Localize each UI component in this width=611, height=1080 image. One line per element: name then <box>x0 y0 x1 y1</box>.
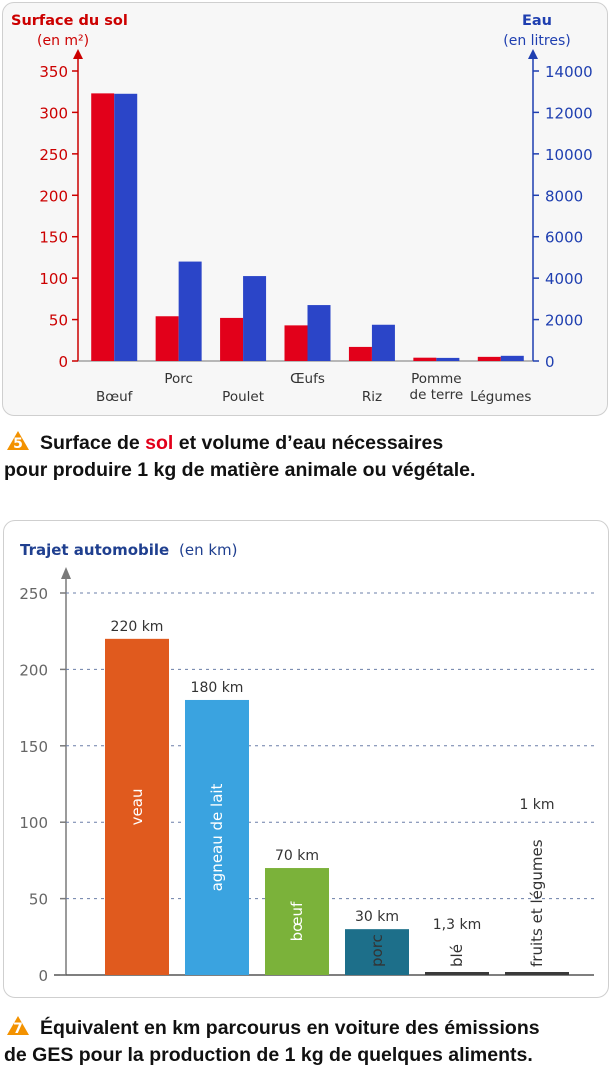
right-tick-label: 14000 <box>545 63 593 81</box>
right-tick-label: 8000 <box>545 187 584 206</box>
bar-surface <box>413 358 436 361</box>
category-label: bœuf <box>288 901 306 942</box>
caption-line1-part2: et volume d’eau nécessaires <box>173 432 444 454</box>
left-tick-label: 150 <box>39 228 68 247</box>
bar-water <box>372 325 395 361</box>
data-label: 1,3 km <box>432 917 482 933</box>
chart-panel-car-trip <box>3 520 609 998</box>
caption-line2: de GES pour la production de 1 kg de quelques aliments. <box>4 1044 533 1066</box>
bar-surface <box>220 318 243 361</box>
data-label: 30 km <box>354 909 400 926</box>
right-tick-label: 0 <box>545 353 555 371</box>
category-labels <box>96 371 531 405</box>
bar-surface <box>285 325 308 361</box>
left-axis-unit: (en m²) <box>37 33 90 49</box>
chart-panel-land-water <box>2 2 608 416</box>
right-tick-label: 10000 <box>545 145 593 164</box>
tick-label: 0 <box>38 967 48 985</box>
data-label: 180 km <box>190 679 244 696</box>
axis-title-unit: (en km) <box>179 541 238 559</box>
caption-highlight-word: sol <box>145 432 174 454</box>
bar-surface <box>349 347 372 361</box>
left-axis-title: Surface du sol <box>11 13 128 29</box>
tick-label: 150 <box>19 737 48 756</box>
category-label: Pomme <box>411 371 462 387</box>
figure-7-caption <box>4 1013 604 1069</box>
category-label: Poulet <box>222 389 264 405</box>
y-axis-ticks <box>19 585 66 985</box>
category-label: veau <box>128 788 146 826</box>
left-tick-label: 350 <box>39 63 68 81</box>
left-axis-arrow <box>73 49 83 59</box>
figure-number-badge <box>4 428 32 452</box>
category-label: agneau de lait <box>208 783 226 892</box>
category-label: Porc <box>164 371 193 387</box>
bars-group <box>91 93 524 361</box>
bars-group <box>105 619 569 975</box>
left-tick-label: 100 <box>39 270 68 289</box>
category-label: de terre <box>409 387 464 403</box>
figure-number-badge <box>4 1013 32 1037</box>
category-label: fruits et légumes <box>528 839 546 967</box>
left-tick-label: 200 <box>39 187 68 206</box>
right-tick-label: 2000 <box>545 311 584 330</box>
figure-number: 5 <box>13 436 23 452</box>
category-label: Riz <box>361 389 383 405</box>
bar-water <box>436 358 459 361</box>
right-tick-label: 4000 <box>545 270 584 289</box>
caption-line1: Équivalent en km parcourus en voiture des émissions <box>40 1017 540 1039</box>
bar-5 <box>505 972 569 975</box>
category-label: Légumes <box>470 389 532 405</box>
right-axis-arrow <box>528 49 538 59</box>
right-tick-label: 6000 <box>545 228 584 247</box>
bar-surface <box>91 93 114 361</box>
bar-surface <box>478 357 501 361</box>
right-tick-label: 12000 <box>545 104 593 123</box>
figure-number: 7 <box>13 1021 23 1037</box>
right-axis-title: Eau <box>521 13 553 29</box>
data-label: 1 km <box>519 797 555 813</box>
tick-label: 250 <box>19 585 48 603</box>
caption-line2: pour produire 1 kg de matière animale ou végétale. <box>4 459 476 481</box>
tick-label: 50 <box>28 890 48 909</box>
bar-water <box>114 94 137 361</box>
category-label: blé <box>448 944 466 967</box>
axis-title <box>20 541 238 559</box>
tick-label: 200 <box>19 661 48 680</box>
bar-water <box>501 356 524 361</box>
bar-4 <box>425 972 489 975</box>
category-label: porc <box>368 934 386 967</box>
figure-5-caption <box>4 428 604 484</box>
bar-water <box>179 262 202 361</box>
data-label: 70 km <box>274 848 320 865</box>
bar-water <box>243 276 266 361</box>
bar-surface <box>156 316 179 361</box>
data-label: 220 km <box>110 618 164 635</box>
left-tick-label: 0 <box>58 353 68 371</box>
category-label: Bœuf <box>96 389 133 405</box>
left-tick-label: 250 <box>39 145 68 164</box>
right-axis-ticks <box>533 63 593 371</box>
land-water-chart <box>3 3 607 415</box>
tick-label: 100 <box>19 814 48 833</box>
left-tick-label: 50 <box>48 311 68 330</box>
left-axis-ticks <box>39 63 78 371</box>
caption-line1-part1: Surface de <box>40 432 146 454</box>
y-axis-arrow <box>61 567 71 579</box>
car-trip-chart <box>4 521 608 997</box>
right-axis-unit: (en litres) <box>503 33 571 49</box>
category-label: Œufs <box>290 371 325 387</box>
left-tick-label: 300 <box>39 104 68 123</box>
bar-water <box>308 305 331 361</box>
axis-title-main: Trajet automobile <box>20 541 170 559</box>
